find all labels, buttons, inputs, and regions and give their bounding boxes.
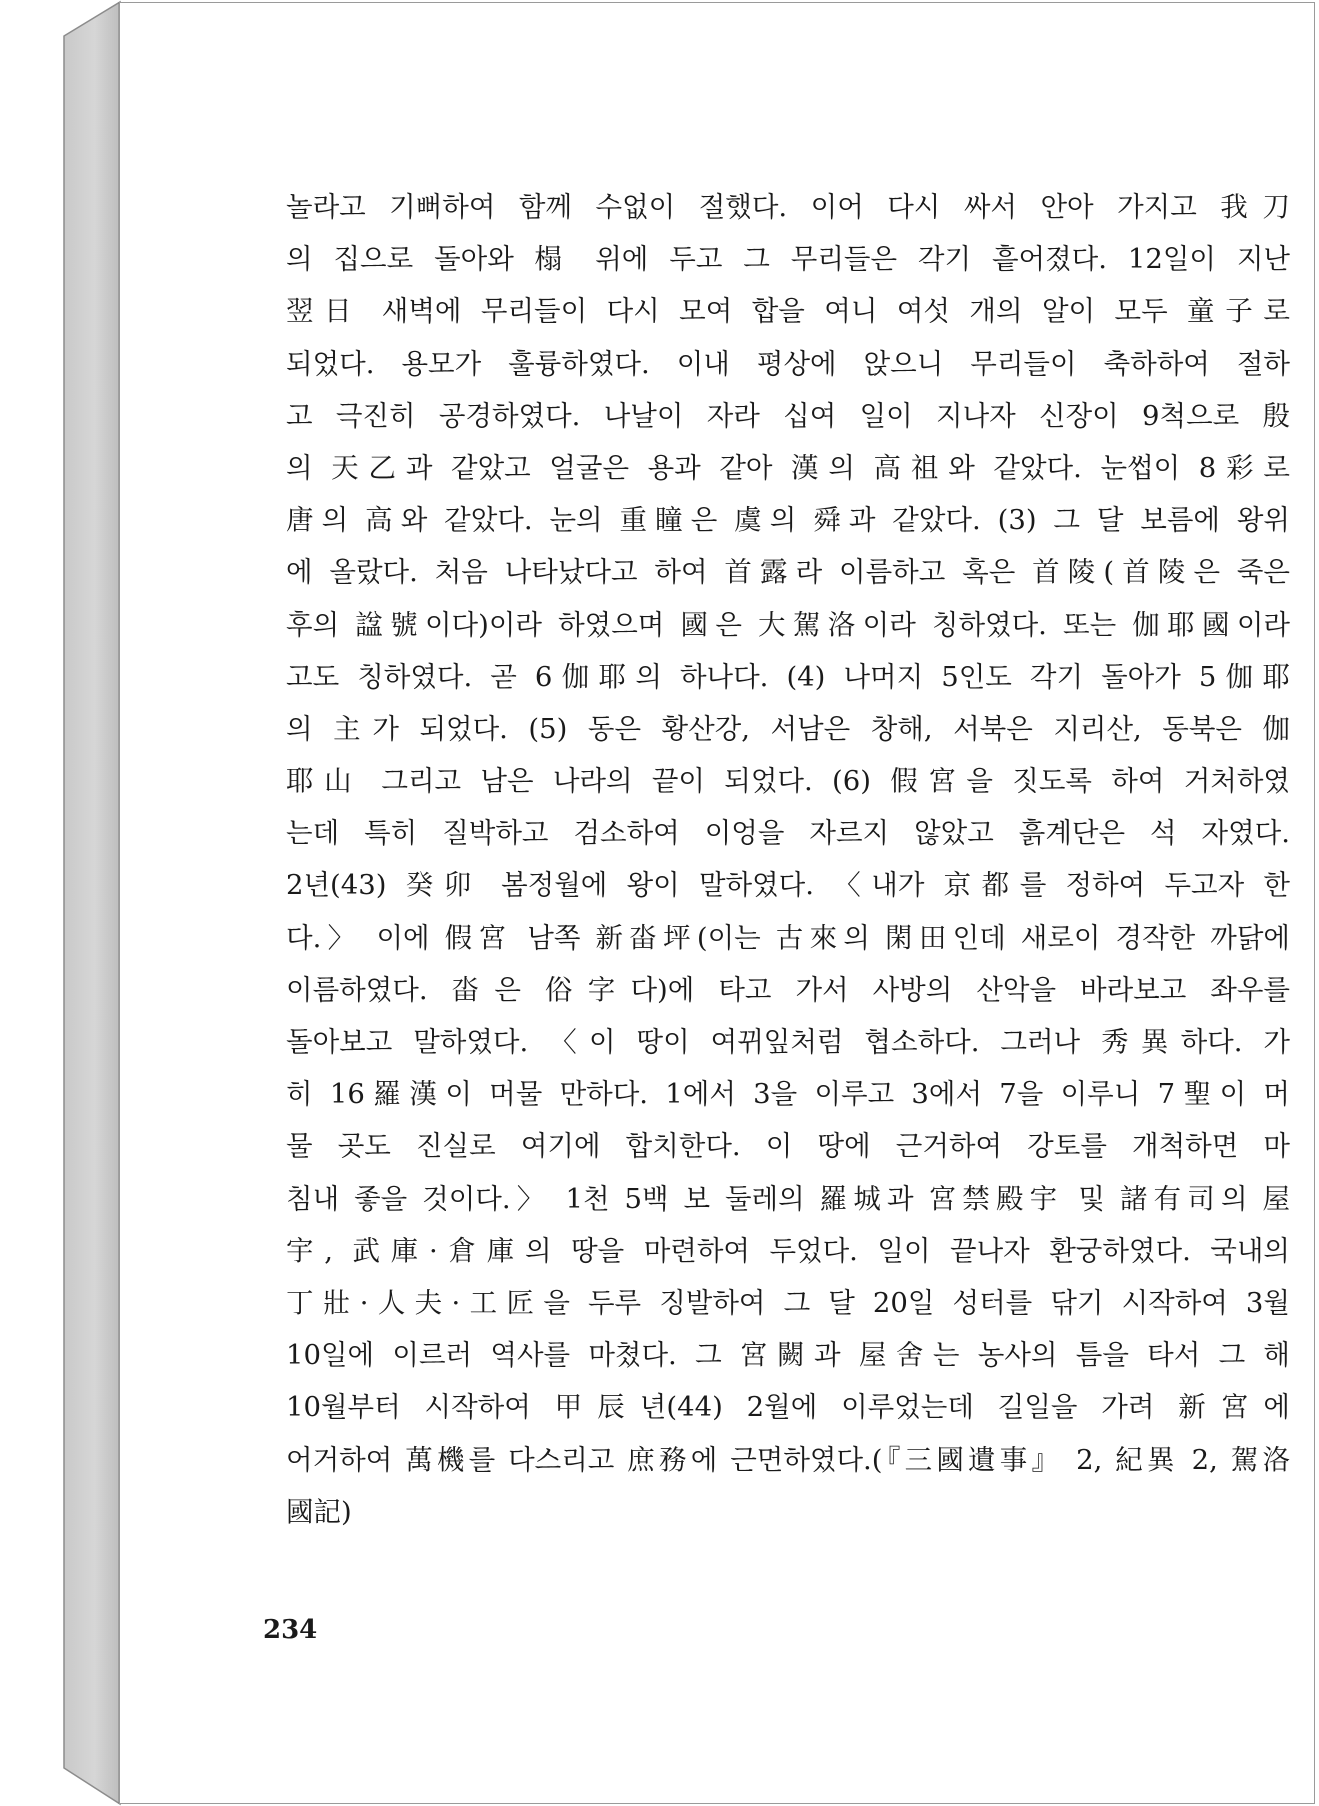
text-line: 물 곳도 진실로 여기에 합치한다. 이 땅에 근거하여 강토를 개척하면 마 <box>286 1130 1290 1163</box>
page-number: 234 <box>263 1615 318 1645</box>
text-line: 의 집으로 돌아와 榻 위에 두고 그 무리들은 각기 흩어졌다. 12일이 지난 <box>286 243 1290 276</box>
text-line: 고 극진히 공경하였다. 나날이 자라 십여 일이 지나자 신장이 9척으로 殷 <box>286 399 1290 432</box>
text-line: 고도 칭하였다. 곧 6伽耶의 하나다. (4) 나머지 5인도 각기 돌아가 5伽耶 <box>286 660 1290 693</box>
text-line: 침내 좋을 것이다.〉 1천 5백 보 둘레의 羅城과 宮禁殿宇 및 諸有司의 屋 <box>286 1182 1290 1215</box>
text-line: 唐의 高와 같았다. 눈의 重瞳은 虞의 舜과 같았다. (3) 그 달 보름에 왕위 <box>286 504 1290 537</box>
text-line: 히 16羅漢이 머물 만하다. 1에서 3을 이루고 3에서 7을 이루니 7聖이 머 <box>286 1078 1290 1111</box>
body-text <box>286 181 1290 1538</box>
text-line: 耶山 그리고 남은 나라의 끝이 되었다. (6) 假宮을 짓도록 하여 거처하였 <box>286 765 1290 798</box>
text-line: 國記) <box>286 1495 352 1528</box>
page <box>119 2 1315 1804</box>
text-line: 10월부터 시작하여 甲辰년(44) 2월에 이루었는데 길일을 가려 新宮에 <box>286 1391 1290 1424</box>
book-spine-edge <box>0 0 125 1806</box>
text-line: 10일에 이르러 역사를 마쳤다. 그 宮闕과 屋舍는 농사의 틈을 타서 그 해 <box>286 1339 1290 1372</box>
text-line: 되었다. 용모가 훌륭하였다. 이내 평상에 앉으니 무리들이 축하하여 절하 <box>286 347 1290 380</box>
text-line: 의 天乙과 같았고 얼굴은 용과 같아 漢의 高祖와 같았다. 눈썹이 8彩로 <box>286 451 1290 484</box>
text-line: 이름하였다. 畓은 俗字다)에 타고 가서 사방의 산악을 바라보고 좌우를 <box>286 973 1290 1006</box>
text-line: 丁壯·人夫·工匠을 두루 징발하여 그 달 20일 성터를 닦기 시작하여 3월 <box>286 1286 1290 1319</box>
text-line: 翌日 새벽에 무리들이 다시 모여 합을 여니 여섯 개의 알이 모두 童子로 <box>286 295 1290 328</box>
text-line: 놀라고 기뻐하여 함께 수없이 절했다. 이어 다시 싸서 안아 가지고 我刀 <box>286 191 1290 223</box>
text-line: 어거하여 萬機를 다스리고 庶務에 근면하였다.(『三國遺事』 2, 紀異 2, 駕洛 <box>286 1443 1290 1476</box>
text-line: 宇, 武庫·倉庫의 땅을 마련하여 두었다. 일이 끝나자 환궁하였다. 국내의 <box>286 1234 1290 1267</box>
text-line: 에 올랐다. 처음 나타났다고 하여 首露라 이름하고 혹은 首陵(首陵은 죽은 <box>286 556 1290 589</box>
text-line: 후의 諡號이다)이라 하였으며 國은 大駕洛이라 칭하였다. 또는 伽耶國이라 <box>286 608 1290 641</box>
text-line: 돌아보고 말하였다. 〈이 땅이 여뀌잎처럼 협소하다. 그러나 秀異하다. 가 <box>286 1026 1290 1058</box>
text-line: 2년(43) 癸卯 봄정월에 왕이 말하였다. 〈내가 京都를 정하여 두고자 한 <box>286 869 1290 902</box>
text-line: 다.〉 이에 假宮 남쪽 新畓坪(이는 古來의 閑田인데 새로이 경작한 까닭에 <box>286 921 1290 954</box>
text-line: 는데 특히 질박하고 검소하여 이엉을 자르지 않았고 흙계단은 석 자였다. <box>286 817 1290 850</box>
text-line: 의 主가 되었다. (5) 동은 황산강, 서남은 창해, 서북은 지리산, 동북은 伽 <box>286 712 1290 745</box>
